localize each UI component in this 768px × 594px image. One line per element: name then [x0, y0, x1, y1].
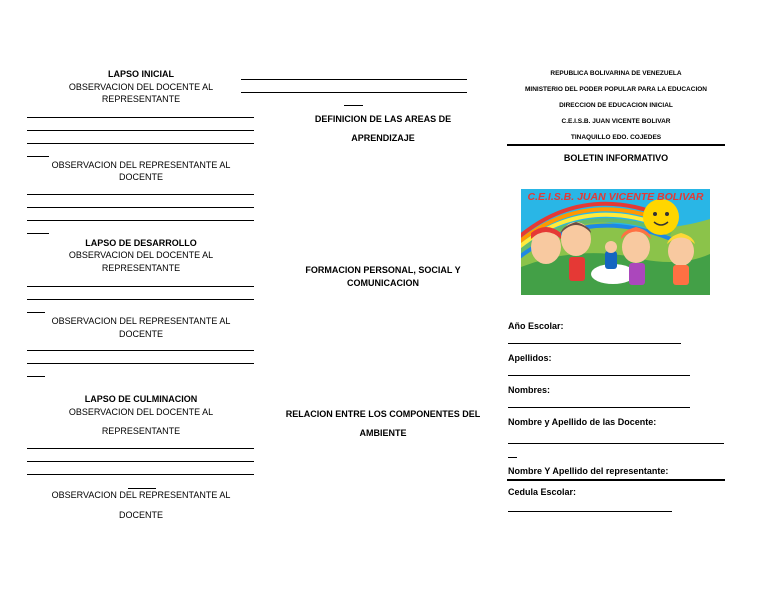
formacion-heading-2: COMUNICACION — [347, 278, 419, 288]
header-line-5: TINAQUILLO EDO. COJEDES — [570, 134, 662, 141]
relacion-heading: RELACION ENTRE LOS COMPONENTES DEL — [285, 409, 481, 419]
obs-docente-label: OBSERVACION DEL DOCENTE AL — [68, 250, 214, 260]
header-line-1: REPUBLICA BOLIVARINA DE VENEZUELA — [550, 70, 682, 77]
docente-label: Nombre y Apellido de las Docente: — [508, 417, 657, 427]
cedula-escolar-field[interactable] — [508, 511, 672, 512]
write-line[interactable] — [27, 299, 254, 300]
write-line[interactable] — [27, 117, 254, 118]
write-line[interactable] — [27, 376, 45, 377]
obs-docente-label-2: REPRESENTANTE — [101, 426, 181, 436]
obs-docente-label: OBSERVACION DEL DOCENTE AL — [68, 407, 214, 417]
areas-heading-2: APRENDIZAJE — [351, 133, 415, 143]
anio-escolar-field[interactable] — [508, 343, 681, 344]
obs-docente-label-2: REPRESENTANTE — [101, 263, 181, 273]
write-line[interactable] — [27, 156, 49, 157]
write-line[interactable] — [27, 350, 254, 351]
obs-representante-label-2: DOCENTE — [118, 510, 163, 520]
obs-representante-label: OBSERVACION DEL REPRESENTANTE AL — [51, 490, 231, 500]
divider — [507, 144, 725, 146]
write-line[interactable] — [27, 130, 254, 131]
nombres-field[interactable] — [508, 407, 690, 408]
write-line[interactable] — [27, 461, 254, 462]
obs-representante-label-2: DOCENTE — [118, 329, 163, 339]
school-illustration — [521, 189, 710, 295]
write-line[interactable] — [27, 474, 254, 475]
formacion-heading: FORMACION PERSONAL, SOCIAL Y — [305, 265, 461, 275]
lapso-inicial-title: LAPSO INICIAL — [107, 69, 174, 79]
obs-docente-label: OBSERVACION DEL DOCENTE AL — [68, 82, 214, 92]
write-line[interactable] — [27, 207, 254, 208]
write-line[interactable] — [27, 220, 254, 221]
representante-label: Nombre Y Apellido del representante: — [508, 466, 669, 476]
obs-docente-label-2: REPRESENTANTE — [101, 94, 181, 104]
apellidos-label: Apellidos: — [508, 353, 552, 363]
write-line[interactable] — [27, 448, 254, 449]
divider — [507, 479, 725, 481]
write-line[interactable] — [27, 233, 49, 234]
apellidos-field[interactable] — [508, 375, 690, 376]
docente-field-continued[interactable] — [508, 457, 517, 458]
header-line-3: DIRECCION DE EDUCACION INICIAL — [559, 102, 673, 109]
write-line[interactable] — [241, 79, 467, 80]
header-line-2: MINISTERIO DEL PODER POPULAR PARA LA EDUCACION — [524, 86, 707, 93]
write-line[interactable] — [27, 363, 254, 364]
write-line[interactable] — [27, 312, 45, 313]
illustration-banner: C.E.I.S.B. JUAN VICENTE BOLIVAR — [527, 191, 704, 203]
write-line[interactable] — [27, 194, 254, 195]
lapso-culminacion-title: LAPSO DE CULMINACION — [84, 394, 198, 404]
write-line[interactable] — [241, 92, 467, 93]
write-line[interactable] — [27, 286, 254, 287]
obs-representante-label: OBSERVACION DEL REPRESENTANTE AL — [51, 160, 231, 170]
docente-field[interactable] — [508, 443, 724, 444]
anio-escolar-label: Año Escolar: — [508, 321, 564, 331]
obs-representante-label: OBSERVACION DEL REPRESENTANTE AL — [51, 316, 231, 326]
header-line-4: C.E.I.S.B. JUAN VICENTE BOLIVAR — [561, 118, 671, 125]
boletin-title: BOLETIN INFORMATIVO — [563, 153, 669, 163]
write-line[interactable] — [344, 105, 363, 106]
write-line[interactable] — [128, 488, 156, 489]
relacion-heading-2: AMBIENTE — [359, 428, 407, 438]
write-line[interactable] — [27, 143, 254, 144]
obs-representante-label-2: DOCENTE — [118, 172, 163, 182]
cedula-escolar-label: Cedula Escolar: — [508, 487, 577, 497]
areas-heading: DEFINICION DE LAS AREAS DE — [314, 114, 452, 124]
nombres-label: Nombres: — [508, 385, 551, 395]
lapso-desarrollo-title: LAPSO DE DESARROLLO — [85, 238, 197, 248]
